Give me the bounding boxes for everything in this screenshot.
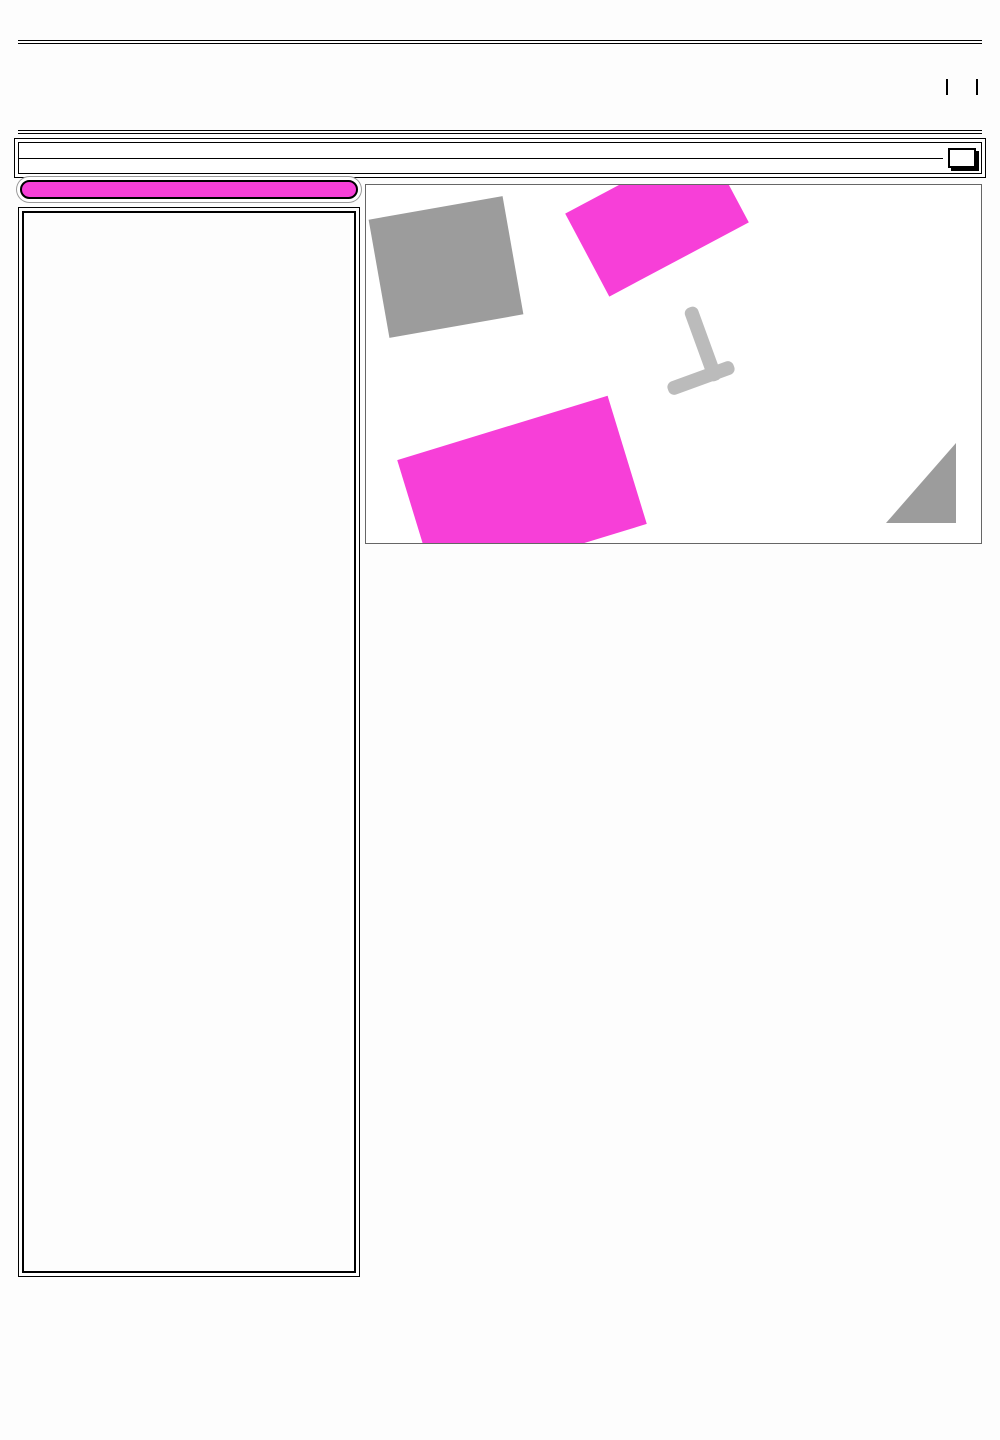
promo-ad-investment-box xyxy=(397,396,647,544)
promo-join-box xyxy=(565,184,749,297)
article-text xyxy=(22,211,356,1273)
promo-adbox-line xyxy=(407,411,606,472)
article-body-frame xyxy=(18,207,360,1277)
promo-arrow-shape xyxy=(666,359,737,396)
promo-collage xyxy=(365,184,982,544)
masthead-box xyxy=(18,142,982,174)
promo-brand-register-box xyxy=(369,196,524,338)
article-column xyxy=(18,178,360,1277)
masthead-label xyxy=(948,148,976,168)
promo-triangle-shape xyxy=(886,443,956,523)
promo-adbox-title xyxy=(405,405,604,466)
page-header xyxy=(18,40,982,134)
newspaper-page xyxy=(0,40,1000,1440)
masthead-row-2 xyxy=(19,158,943,167)
classified-ads-area xyxy=(365,178,982,544)
page-number xyxy=(946,79,978,95)
promo-adbox-line xyxy=(407,411,606,472)
masthead-row-1 xyxy=(19,150,943,158)
newspaper-logo xyxy=(63,58,887,116)
main-content xyxy=(18,178,982,1277)
article-header xyxy=(20,180,358,199)
